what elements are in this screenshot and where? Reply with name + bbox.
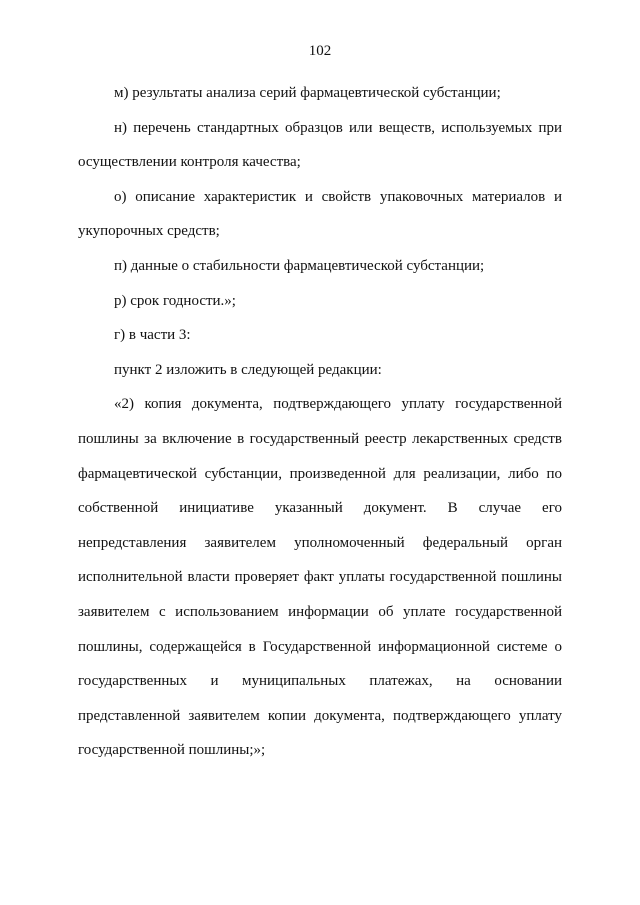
text-line: пункт 2 изложить в следующей редакции:	[114, 361, 382, 378]
text-line: представленной заявителем копии документа, подтверждающего уплату	[78, 707, 562, 724]
paragraph-amendment-intro	[78, 353, 562, 388]
paragraph-item-o	[78, 180, 562, 249]
page-number: 102	[308, 43, 332, 59]
paragraph-amendment-text	[78, 387, 562, 768]
paragraph-item-g	[78, 318, 562, 353]
text-line: п) данные о стабильности фармацевтической субстанции;	[114, 257, 485, 274]
text-line: укупорочных средств;	[78, 223, 220, 240]
text-line: г) в части 3:	[114, 327, 191, 344]
text-line: пошлины за включение в государственный реестр лекарственных средств	[78, 430, 562, 447]
paragraph-item-m	[78, 76, 562, 111]
text-line: государственных и муниципальных платежах, на основании	[78, 673, 562, 690]
paragraph-item-p	[78, 249, 562, 284]
text-line: фармацевтической субстанции, произведенной для реализации, либо по	[78, 465, 562, 482]
text-line: о) описание характеристик и свойств упаковочных материалов и	[114, 188, 562, 205]
text-line: непредставления заявителем уполномоченный федеральный орган	[78, 534, 562, 551]
text-line: пошлины, содержащейся в Государственной информационной системе о	[78, 638, 562, 655]
text-line: р) срок годности.»;	[114, 292, 236, 309]
text-line: собственной инициативе указанный документ. В случае его	[78, 500, 562, 517]
paragraph-item-n	[78, 111, 562, 180]
text-line: «2) копия документа, подтверждающего уплату государственной	[114, 396, 562, 413]
paragraph-item-r	[78, 284, 562, 319]
text-line: заявителем с использованием информации об уплате государственной	[78, 603, 562, 620]
text-line: государственной пошлины;»;	[78, 742, 266, 759]
text-line: н) перечень стандартных образцов или веществ, используемых при	[114, 119, 562, 136]
text-line: осуществлении контроля качества;	[78, 154, 301, 171]
text-line: исполнительной власти проверяет факт уплаты государственной пошлины	[78, 569, 562, 586]
document-body	[78, 76, 562, 768]
text-line: м) результаты анализа серий фармацевтической субстанции;	[114, 85, 501, 101]
